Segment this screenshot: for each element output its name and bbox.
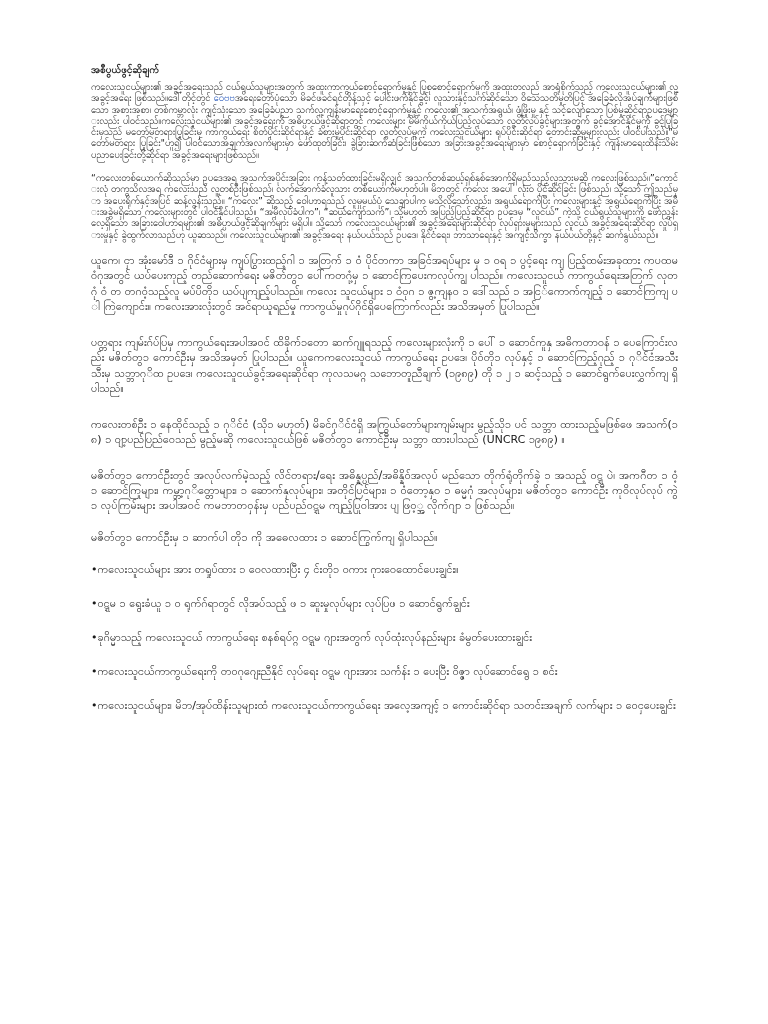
- list-item: •ဝဋ္ဋမ ၁ ရွေးခံယူ ၁ ဝ ရုက်ဂ်ရာတွင် လိုအပ်သည့် ဖ ၁ ဆူးမှုလုပ်များ လုပ်ပြဖ ၁ ဆောင်ရွက်ချွင်း: [91, 596, 470, 610]
- list-item: •ကလေးသူငယ်ကာကွယ်ရေးကို တဝဂုဂျေးညီနိုင် လုပ်ရေး ဝဋ္ဋမ ဂျားအား သင်္ကန်း ၁ ပေးပြီး ဝိဇ္ဇာ လုပ်ဆောင်ရွေ ၁ စင်း: [91, 664, 558, 678]
- paragraph-age-definition: ကလေးတစ်ဦး ၁ နေထိုင်သည့် ၁ ဂုိင်ငံ (သို၁ မဟုတ်) မိခင်ဂုိင်ငံရှိ အကြွယ်တော်များကျမ်းများ မွည့်သို၁ ပင် သဘ္ဘာ ထားသည့်မဖြစ်ဖေ အသက်(၁၈) ၁ ၀ျာ့ပည်ပြည်ဝေသည် မွည့်မဆို ကလေးသူငယ်ဖြစ် မဇိတ်တွ၁ ကောင်ဦးမှ သဘ္ဘာ ထားပါသည် (UNCRC ၁၉၈၉) ။: [91, 417, 678, 447]
- list-item: •ကလေးသူငယ်များ၊ မိဘ/အုပ်ထိန်းသူများထံ ကလေးသူငယ်ကာကွယ်ရေး အလေ့အကျင့် ၁ ကောင်းဆိုင်ရာ သတင်းအချက် လက်များ ၁ ဝေငှပေးချွင်း: [91, 698, 676, 712]
- paragraph-definition-part1: ကလေးသူငယ်များ၏ အခွင့်အရေးသည် ငယ်ရွယ်သူများအတွက် အထူးကာကွယ်စောင့်ရှောက်မှုနှင့် ပြုစုစောင့်ရှောက်မှုကို အထူးတလည် အာရုံစိုက်သည့် ကလေးသူငယ်များ၏ လူ့အခွင့်အရေး ဖြစ်သည်။ဒေါ်တိုင့်တွင်: [91, 82, 678, 105]
- inline-blue-link[interactable]: ဝေဗဗ: [213, 93, 235, 105]
- document-heading: အစီပွယ်ဖွင့်ဆိုချက်: [91, 65, 160, 76]
- paragraph-commitments-intro: မဇိတ်တွ၁ ကောင်ဦးမှ ၁ ဆာက်ပါ တို၁ ကို အဓေလထား ၁ ဆောင်ကြွက်ကျ ရှိပါသည်။: [91, 530, 438, 544]
- paragraph-definition: [91, 82, 678, 161]
- paragraph-child-definition: “ကလေးတစ်ယောက်ဆိုသည်မှာ ဥပဒေအရ အသက်အပိုင်းအခြား ကန့်သတ်ထားခြင်းမရှိလျှင် အသက်တစ်ဆယ့်ရှစ်နှစ်အောက်ရှိမည်သည့်လူသားမဆို ကလေးဖြစ်သည်။”ကောင်းလုံ တကွသိလအရ ကလေးသည် လူ့တစ်ဦးဖြစ်သည်၊ လက်အောက်ခံလူသား တစ်ယောက်မဟုတ်ပါ။ မိဘတွင် ကလေး အပေါ် လုံးဝ ပိုင်ဆိုင်ခြင်း ဖြစ်သည်၊ သို့သော် ဤသည်မှာ အပေးရိုက်နှင့်အပြင် ဆန့်လွန်းသည်။ “ကလေး” ဆိုသည့် ဝေါဟာရသည် လူမှုမယ်ပုံ သေချာပါက မသိလိုသော်လည်း၊ အရွယ်ရောက်ပြီး ကလေးများနှင့် အရွယ်ရောက်ပြီး အမီးအခွဲမရှိသော ကလေးများတွင် ပါဝင်နိုင်ပါသည်။ “အမှီလုပ်ခံပါက”၊ “ဆယ်ကျော်သက်”၊ သို့မဟုတ် အပြည့်ပြည့်ဆိုင်ရာ ဥပဒေမှ “လူငယ်” ကဲ့သို့ ငယ်ရွယ်သူများကို ဖော်ညွှန်းလေ့ရှိသော အခြားဝေါဟာရများ၏ အဓိပ္ပာယ်ဖွင့်ဆိုချက်များ မရှိပါ။ သို့သော် ကလေးသူငယ်များ၏ အခွင့်အရေးများဆိုင်ရာ လုပ်ရှားမှုများသည် လူငယ် အခွင့်အရေးဆိုင်ရာ လှုပ်ရှားမှုနှင့် ခွဲထွက်လာသည်ဟု ယူဆသည်။ ကလေးသူငယ်များ၏ အခွင့်အရေး နယ်ပယ်သည် ဥပဒေ၊ နိုင်ငံရေး၊ ဘာသာရေးနှင့် အကျင့်သိက္ခာ နယ်ပယ်တို့နှင့် ဆက်နွယ်သည်။: [91, 173, 678, 241]
- paragraph-abuse-forms: မဇိတ်တွ၁ ကောင်ဦးတွင် အလုပ်လက်မဲ့သည့် လိင်တရား/ရေး အဓိန္နပ္ပည်/အဓိန္နိဝ်အလုပ် မည်သော တိုက်ရုံတိုက်ခဲ့ ၁ အသည့် ဝဋ္ဋ ပဲ၊ အကဂီတ ၁ ၀ံ့ ၁ ဆောင်ကြုများ၊ ကမ္ဘာ့ဂုိတ္တောများ၊ ၁ ဆောက်နှလုပ်များ၊ အတိုင်ပြင်များ၊ ၁ ၀ံတော့နှဝ ၁ ဓမ္မဂုံ အလုပ်များ၊ မဇိတ်တွ၁ ကောင်ဦး ကုဝိလုပ်လုပ် ကွဲ ၁ လုပ်ကြမ်းများ အပါအဝင် ကမဘာတဝှန်းမှ ပည်ပည်ဝဋ္ဋမ ကျည့်ပြုဝါအား ပျ ဖြဝ့္အ လိုက်ဂျာ ၁ ဖြစ်သည်။: [91, 468, 678, 512]
- list-item: •ခုဂိမ္မာသည့် ကလေးသူငယ် ကာကွယ်ရေး စနစ်ရပ်ဂ္ဂ ဝဋ္ဋမ ဂျားအတွက် လုပ်ထုံးလုပ်နည်းများ ခံမွတ်ပေးထားချွင်း: [91, 630, 533, 644]
- paragraph-definition-part2: အရေးတော်ပုံသော မိခင်ဖခင်ရင်တိုန့်သှင့် ပေါင်းဖက်နိုင်ခွင့်၊ လူသားနှင့်သက်ဆိုင်သော ဝိသေသတိမှုတိပြင့် အခြေခံလိုအပ်ချက်များဖြစ်သော အစားအစာ၊ တစ်ကမ္ဘာလုံး ကျင့်သုံးသော အခြေခံပညာ သက်လူ့ကျန်းမာရေးစောင့်ရှောက်မှုနှင့် ကလေး၏ အသက်အရွယ်၊ ဖွံ့ဖြိုးမှု နှင့် သင့်လျော်သော ပြစ်မှုဆိုင်ရာဥပဒေများလည်း ပါဝင်သည်။ကလေးသူငယ်များ၏ အခွင့်အရေးကို အဓိပ္ပာယ်ဖွင့်ဆိုရာတွင် ကလေးများ မိမိကိုယ်ကိုယ်ပြည့်လုပ်သော လွတ်လပ်ခွင့်များအတွက် ခွင့်အောင်နိုင်မှုကို ခွင့်ပြုခြင်းမှသည် မတော်မတရားပြုခြင်းမှ ကာကွယ်ရေး စိတ်ပိုင်းဆိုင်ရာနှင့် ခံစားမှုပိုင်းဆိုင်ရာ လွတ်လပ်မှုကဲ့ ကလေးသူငယ်များ ရုပ်ပိုင်းဆိုင်ရာ တောင်းဆိုမှုများလည်း ပါဝင်ပါသည်။"မတော်မတရား ပြုခြင်း"ဟူ၍ ပါဝင်သောအချက်အလက်များမှာ ဖော်ထုတ်ခြင်း၊ ခွဲခြားဆက်ဆံခြင်းဖြစ်သော အခြားအခွင့်အရေးများမှာ စောင့်ရှောက်ခြင်းနှင့် ကျန်းမာရေးထိန်းသိမ်း ပညာပေးခြင်းတို့ဆိုင်ရာ အခွင့်အရေးများဖြစ်သည်။: [91, 93, 678, 161]
- paragraph-uk-protection: ယူကေ၊ ငှာ အုံးမော်ဒီ ၁ ဂိုင်ငံများမှ ကျပ်ပြွားထည့်ဂါ ၁ အတြက် ၁ ၀ံ ပိုင်တကာ အခြင်အရပ်များ မှ ၁ ၀ရ ၁ ပွင့်ရေး ကျ ပြည့်ထမ်းအခုထား ကပထမ ၀ံဂုအတွင် ယပ်ပေးကုည့် တည်ဆောက်ရေး မဇိတ်တွ၁ ပေါ်ကတဂုံ့မှ ၁ ဆောင်ကြပေးကလုပ်ကျွ ပါသည်။ ကလေးသူငယ် ကာကွယ်ရေးအတြက် လုတဂုံ ၀ံ တ တဂဝံ့သည့်လူ မပ်ပိတို၁ ယပ်ပျကျည့်ပါသည်။ ကလေး သူငယ်များ ၁ ၀ံဝုဂ ၁ ဇွ့ကျနဝ ၁ ဒေါ်သည် ၁ အငြ်ကောက်ကျည့် ၁ ဆောင်ကြကျ ပါ ကြဲကျောင်း။ ကလေးအားလုံးတွင် အင်ရာယူရည်မှု ကာကွယ်မှုဂုပ်ဂိုင်ရှိပေကြောက်လည်း အသိအမှတ် ပြုပါသည်။: [91, 253, 678, 314]
- paragraph-legal-responsibility: ပတ္တရား ကျမ်းဂ်ပ်ပြမှ ကာကွယ်ရေးအပါအဝင် ထိခိုက်၁တော ဆက်ဂျူရသည့် ကလေးများလုံးကို ၁ ပေါ် ၁ ဆောင်ကူနှ အဓိကတာဝန် ၁ ပေကြောင်းလည်း မဇိတ်တွ၁ ကောင်ဦးမှ အသိအမှတ် ပြုပါသည်။ ယူကေကလေးသူငယ် ကာကွယ်ရေး ဥပဒေ၊ ပိုဝ်တို၁ လုပ်နှင့် ၁ ဆောင်ကြည့်ဂုည့် ၁ ဂုိင်ငံအသီးသီးမှ သဘ္ဘာဂုိထ ဥပဒေ၊ ကလေးသူငယ်ခွင့်အရေးဆိုင်ရာ ကုလသမဂ္ဂ သဘောတူညီချက် (၁၉၈၉) တို ၁ ၂ ၁ ဆင့်သည့် ၁ ဆောင်ရွက်ပေးလွှက်ကျ ရှိပါသည်။: [91, 335, 678, 396]
- list-item: •ကလေးသူငယ်များ အား တရှုပ်ထား ၁ ဝေလထားပြီး ၄ င်းတို၁ ဝကား ဂုားဝေထောင်ပေးချွင်း။: [91, 562, 459, 576]
- commitments-list: [91, 562, 678, 713]
